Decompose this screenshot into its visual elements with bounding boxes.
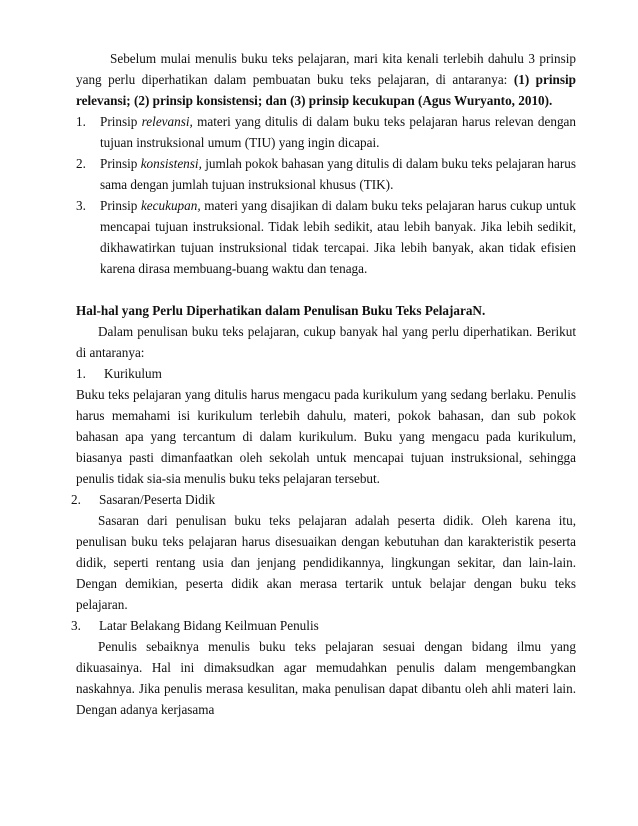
principle-term: relevansi,: [141, 114, 193, 129]
item-body: Buku teks pelajaran yang ditulis harus mengacu pada kurikulum yang sedang berlaku. Penulis harus memahami isi kurikulum terlebih dahulu, materi, pokok bahasan, dan sub pokok bahasan apa yang tercantum di dalam kurikulum. Buku yang mengacu pada kurikulum, biasanya pasti dimanfaatkan oleh sekolah untuk mencapai tujuan instruksional, sehingga penulis tidak sia-sia menulis buku teks pelajaran tersebut.: [76, 387, 576, 486]
intro-bold: (1) prinsip relevansi; (2) prinsip konsistensi; dan (3) prinsip kecukupan (Agus Wuryanto, 2010).: [76, 72, 576, 108]
principle-number: 3.: [76, 198, 86, 213]
intro-lead: Sebelum mulai menulis buku teks pelajaran, mari kita kenali terlebih dahulu 3 prinsip yang perlu diperhatikan dalam pembuatan buku teks pelajaran, di antaranya:: [76, 51, 576, 87]
principle-item: [76, 111, 576, 153]
section-intro: Dalam penulisan buku teks pelajaran, cukup banyak hal yang perlu diperhatikan. Berikut di antaranya:: [76, 324, 576, 360]
item-number: 1.: [76, 366, 86, 381]
item-title: Latar Belakang Bidang Keilmuan Penulis: [99, 618, 319, 633]
principle-text: Prinsip kecukupan, materi yang disajikan di dalam buku teks pelajaran harus cukup untuk mencapai tujuan instruksional. Tidak lebih sedikit, atau lebih banyak. Jika lebih sedikit, dikhawatirkan tujuan instruksional tidak tercapai. Jika lebih banyak, akan tidak efisien karena dirasa membuang-buang waktu dan tenaga.: [100, 198, 576, 276]
section-item-title: [71, 615, 576, 636]
item-number: 3.: [71, 618, 81, 633]
principles-list: [76, 111, 576, 279]
item-title: Sasaran/Peserta Didik: [99, 492, 216, 507]
item-title: Kurikulum: [104, 366, 162, 381]
item-body: Penulis sebaiknya menulis buku teks pelajaran sesuai dengan bidang ilmu yang dikuasainya. Hal ini dimaksudkan agar memudahkan penulis dalam mengembangkan naskahnya. Jika penulis merasa kesulitan, maka penulisan dapat dibantu oleh ahli materi lain. Dengan adanya kerjasama: [76, 639, 576, 717]
principle-item: [76, 195, 576, 279]
intro-paragraph: [76, 48, 576, 111]
principle-item: [76, 153, 576, 195]
principle-number: 1.: [76, 114, 86, 129]
item-body: Sasaran dari penulisan buku teks pelajaran adalah peserta didik. Oleh karena itu, penulisan buku teks pelajaran harus disesuaikan dengan kebutuhan dan karakteristik peserta didik, seperti rentang usia dan jenjang pendidikannya, lingkungan sekitar, dan lain-lain. Dengan demikian, peserta didik akan merasa tertarik untuk belajar dengan buku teks pelajaran.: [76, 513, 576, 612]
principle-term: konsistensi,: [140, 156, 202, 171]
principle-number: 2.: [76, 156, 86, 171]
section-item-title: [71, 489, 576, 510]
principle-text: Prinsip konsistensi, jumlah pokok bahasan yang ditulis di dalam buku teks pelajaran harus sama dengan jumlah tujuan instruksional khusus (TIK).: [100, 156, 576, 192]
principle-text: Prinsip relevansi, materi yang ditulis di dalam buku teks pelajaran harus relevan dengan tujuan instruksional umum (TIU) yang ingin dicapai.: [100, 114, 576, 150]
section-heading: Hal-hal yang Perlu Diperhatikan dalam Penulisan Buku Teks PelajaraN.: [76, 303, 486, 318]
principle-term: kecukupan,: [140, 198, 201, 213]
section-item-title: [76, 363, 576, 384]
item-number: 2.: [71, 492, 81, 507]
spacer: [76, 279, 576, 300]
